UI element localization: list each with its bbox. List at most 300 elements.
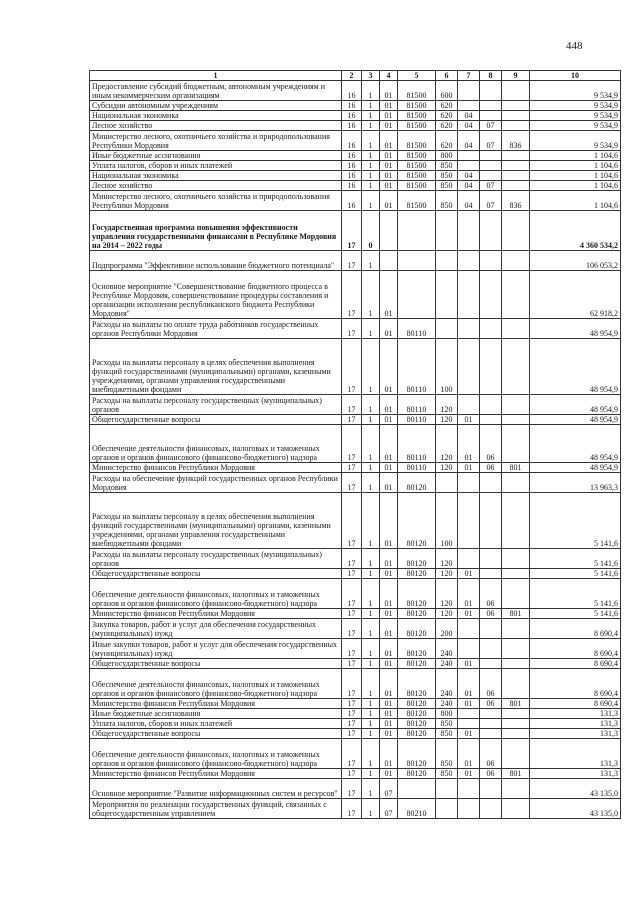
cell-code-8: 07 — [480, 121, 502, 131]
table-row — [90, 769, 621, 779]
cell-code-6: 800 — [436, 709, 458, 719]
cell-code-8: 07 — [480, 181, 502, 191]
cell-code-4: 01 — [380, 639, 398, 659]
cell-code-5: 80120 — [398, 739, 436, 769]
cell-code-4: 01 — [380, 101, 398, 111]
cell-code-4: 01 — [380, 81, 398, 101]
cell-code-8 — [480, 171, 502, 181]
cell-code-7: 01 — [458, 415, 480, 425]
cell-code-9 — [502, 211, 530, 251]
cell-code-6: 240 — [436, 639, 458, 659]
cell-code-7: 01 — [458, 669, 480, 699]
cell-code-3: 1 — [362, 251, 380, 271]
cell-code-8: 06 — [480, 669, 502, 699]
cell-code-7: 01 — [458, 729, 480, 739]
cell-code-5: 81500 — [398, 81, 436, 101]
cell-code-3: 1 — [362, 549, 380, 569]
table-row — [90, 609, 621, 619]
cell-code-7: 01 — [458, 569, 480, 579]
table-row — [90, 425, 621, 463]
cell-code-3: 1 — [362, 709, 380, 719]
cell-code-9 — [502, 319, 530, 339]
cell-code-5: 81500 — [398, 111, 436, 121]
cell-code-5 — [398, 251, 436, 271]
cell-code-5: 81500 — [398, 151, 436, 161]
row-description: Мероприятия по реализации государственных функций, связанных с общегосударственным управлением — [90, 799, 342, 819]
cell-code-9 — [502, 569, 530, 579]
cell-code-4: 01 — [380, 425, 398, 463]
cell-code-8 — [480, 319, 502, 339]
cell-code-5: 80120 — [398, 549, 436, 569]
cell-amount: 48 954,9 — [530, 415, 621, 425]
cell-code-2: 17 — [342, 463, 362, 473]
cell-code-9: 801 — [502, 769, 530, 779]
cell-code-4: 01 — [380, 709, 398, 719]
row-description: Уплата налогов, сборов и иных платежей — [90, 161, 342, 171]
table-row — [90, 463, 621, 473]
cell-code-2: 17 — [342, 579, 362, 609]
cell-code-4: 01 — [380, 171, 398, 181]
cell-code-9: 836 — [502, 191, 530, 211]
cell-code-6 — [436, 779, 458, 799]
cell-code-7 — [458, 101, 480, 111]
cell-code-7: 04 — [458, 191, 480, 211]
cell-code-7 — [458, 719, 480, 729]
cell-code-7 — [458, 709, 480, 719]
cell-code-8: 06 — [480, 609, 502, 619]
cell-code-5: 80120 — [398, 639, 436, 659]
cell-code-5: 80120 — [398, 609, 436, 619]
row-description: Общегосударственные вопросы — [90, 729, 342, 739]
cell-code-6: 120 — [436, 609, 458, 619]
row-description: Министерство лесного, охотничьего хозяйства и природопользования Республики Мордовия — [90, 191, 342, 211]
cell-code-3: 1 — [362, 131, 380, 151]
cell-code-9 — [502, 549, 530, 569]
cell-code-5: 80120 — [398, 709, 436, 719]
table-row — [90, 619, 621, 639]
cell-code-9 — [502, 425, 530, 463]
cell-code-5: 80110 — [398, 339, 436, 395]
cell-code-5: 80120 — [398, 473, 436, 493]
cell-code-2: 17 — [342, 699, 362, 709]
cell-code-9: 801 — [502, 463, 530, 473]
cell-code-4: 01 — [380, 415, 398, 425]
cell-code-5: 80120 — [398, 569, 436, 579]
cell-code-4: 01 — [380, 395, 398, 415]
cell-code-7: 04 — [458, 181, 480, 191]
cell-code-2: 17 — [342, 609, 362, 619]
cell-code-3: 0 — [362, 211, 380, 251]
cell-code-5: 80120 — [398, 659, 436, 669]
cell-amount: 9 534,9 — [530, 81, 621, 101]
row-description: Обеспечение деятельности финансовых, налоговых и таможенных органов и органов финансового (финансово-бюджетного) надзора — [90, 669, 342, 699]
cell-code-7 — [458, 211, 480, 251]
table-row — [90, 81, 621, 101]
cell-code-9 — [502, 719, 530, 729]
cell-code-4 — [380, 211, 398, 251]
cell-code-2: 17 — [342, 659, 362, 669]
cell-code-8 — [480, 659, 502, 669]
table-row — [90, 191, 621, 211]
cell-code-6: 800 — [436, 151, 458, 161]
cell-amount: 5 141,6 — [530, 569, 621, 579]
table-header-row — [90, 71, 621, 81]
cell-code-2: 17 — [342, 339, 362, 395]
cell-code-2: 16 — [342, 181, 362, 191]
table-row — [90, 729, 621, 739]
cell-code-3: 1 — [362, 779, 380, 799]
cell-code-3: 1 — [362, 739, 380, 769]
cell-amount: 48 954,9 — [530, 395, 621, 415]
cell-code-5: 81500 — [398, 101, 436, 111]
cell-amount: 1 104,6 — [530, 181, 621, 191]
cell-code-6: 850 — [436, 719, 458, 729]
cell-code-4: 01 — [380, 549, 398, 569]
cell-code-9 — [502, 161, 530, 171]
cell-code-2: 16 — [342, 191, 362, 211]
cell-code-6: 620 — [436, 131, 458, 151]
cell-code-8 — [480, 709, 502, 719]
cell-code-7 — [458, 339, 480, 395]
table-row — [90, 659, 621, 669]
cell-code-4: 01 — [380, 609, 398, 619]
cell-code-4: 01 — [380, 619, 398, 639]
cell-code-3: 1 — [362, 171, 380, 181]
cell-amount: 48 954,9 — [530, 339, 621, 395]
table-row — [90, 319, 621, 339]
cell-code-8 — [480, 251, 502, 271]
cell-code-4: 01 — [380, 699, 398, 709]
cell-amount: 131,3 — [530, 709, 621, 719]
row-description: Расходы на выплаты персоналу государственных (муниципальных) органов — [90, 395, 342, 415]
cell-code-7: 04 — [458, 121, 480, 131]
cell-code-7: 01 — [458, 609, 480, 619]
cell-code-3: 1 — [362, 415, 380, 425]
row-description: Обеспечение деятельности финансовых, налоговых и таможенных органов и органов финансового (финансово-бюджетного) надзора — [90, 425, 342, 463]
cell-code-2: 17 — [342, 415, 362, 425]
table-row — [90, 211, 621, 251]
cell-code-2: 16 — [342, 81, 362, 101]
cell-code-3: 1 — [362, 699, 380, 709]
cell-code-4: 07 — [380, 779, 398, 799]
cell-code-9 — [502, 779, 530, 799]
cell-code-2: 17 — [342, 799, 362, 819]
cell-code-6: 850 — [436, 171, 458, 181]
cell-code-4: 01 — [380, 569, 398, 579]
cell-code-3: 1 — [362, 319, 380, 339]
cell-code-8 — [480, 339, 502, 395]
cell-code-6: 850 — [436, 729, 458, 739]
column-header: 1 — [90, 71, 342, 81]
cell-code-9 — [502, 251, 530, 271]
cell-code-9 — [502, 659, 530, 669]
cell-code-7 — [458, 639, 480, 659]
cell-code-8: 07 — [480, 191, 502, 211]
cell-code-9 — [502, 709, 530, 719]
table-row — [90, 799, 621, 819]
cell-code-8 — [480, 569, 502, 579]
cell-code-7 — [458, 81, 480, 101]
cell-code-3: 1 — [362, 619, 380, 639]
cell-code-7: 01 — [458, 425, 480, 463]
cell-code-9 — [502, 579, 530, 609]
cell-code-2: 16 — [342, 151, 362, 161]
cell-code-6 — [436, 271, 458, 319]
cell-code-6: 620 — [436, 101, 458, 111]
cell-code-2: 17 — [342, 251, 362, 271]
cell-code-5: 80120 — [398, 699, 436, 709]
table-row — [90, 131, 621, 151]
cell-code-2: 16 — [342, 101, 362, 111]
cell-code-9 — [502, 81, 530, 101]
cell-code-9 — [502, 121, 530, 131]
row-description: Обеспечение деятельности финансовых, налоговых и таможенных органов и органов финансового (финансово-бюджетного) надзора — [90, 739, 342, 769]
cell-code-8 — [480, 395, 502, 415]
cell-code-7 — [458, 779, 480, 799]
cell-code-2: 17 — [342, 319, 362, 339]
cell-amount: 9 534,9 — [530, 121, 621, 131]
cell-code-9 — [502, 111, 530, 121]
row-description: Основное мероприятие "Развитие информационных систем и ресурсов" — [90, 779, 342, 799]
cell-code-7 — [458, 271, 480, 319]
cell-code-4: 01 — [380, 161, 398, 171]
cell-code-8 — [480, 111, 502, 121]
row-description: Обеспечение деятельности финансовых, налоговых и таможенных органов и органов финансового (финансово-бюджетного) надзора — [90, 579, 342, 609]
cell-code-2: 17 — [342, 639, 362, 659]
column-header: 5 — [398, 71, 436, 81]
cell-code-6: 120 — [436, 579, 458, 609]
cell-amount: 8 690,4 — [530, 699, 621, 709]
cell-code-5: 80110 — [398, 415, 436, 425]
table-row — [90, 779, 621, 799]
cell-code-3: 1 — [362, 463, 380, 473]
cell-code-9: 836 — [502, 131, 530, 151]
cell-code-9 — [502, 739, 530, 769]
cell-code-2: 17 — [342, 271, 362, 319]
cell-code-3: 1 — [362, 191, 380, 211]
cell-code-2: 16 — [342, 131, 362, 151]
cell-code-5: 81500 — [398, 171, 436, 181]
cell-code-4: 01 — [380, 729, 398, 739]
cell-code-4: 01 — [380, 121, 398, 131]
cell-code-7: 04 — [458, 171, 480, 181]
cell-code-5: 81500 — [398, 161, 436, 171]
cell-code-2: 17 — [342, 619, 362, 639]
cell-code-9 — [502, 669, 530, 699]
cell-code-2: 17 — [342, 779, 362, 799]
cell-amount: 8 690,4 — [530, 659, 621, 669]
cell-code-7 — [458, 251, 480, 271]
cell-code-7: 01 — [458, 579, 480, 609]
cell-code-8: 06 — [480, 463, 502, 473]
cell-code-8 — [480, 549, 502, 569]
table-row — [90, 669, 621, 699]
cell-amount: 131,3 — [530, 739, 621, 769]
cell-code-6 — [436, 799, 458, 819]
cell-code-6: 620 — [436, 111, 458, 121]
row-description: Расходы на выплаты по оплате труда работников государственных органов Республики Мордовия — [90, 319, 342, 339]
cell-amount: 62 918,2 — [530, 271, 621, 319]
cell-code-5 — [398, 271, 436, 319]
table-row — [90, 473, 621, 493]
table-row — [90, 339, 621, 395]
table-row — [90, 739, 621, 769]
cell-code-4: 01 — [380, 151, 398, 161]
cell-amount: 1 104,6 — [530, 151, 621, 161]
row-description: Лесное хозяйство — [90, 121, 342, 131]
cell-code-3: 1 — [362, 799, 380, 819]
cell-code-7: 01 — [458, 769, 480, 779]
cell-code-3: 1 — [362, 339, 380, 395]
cell-code-5: 80120 — [398, 729, 436, 739]
cell-code-6 — [436, 473, 458, 493]
cell-code-4: 01 — [380, 769, 398, 779]
cell-code-4: 01 — [380, 739, 398, 769]
cell-code-4: 01 — [380, 181, 398, 191]
cell-code-3: 1 — [362, 669, 380, 699]
cell-code-6 — [436, 319, 458, 339]
cell-code-2: 17 — [342, 769, 362, 779]
row-description: Предоставление субсидий бюджетным, автономным учреждениям и иным некоммерческим организациям — [90, 81, 342, 101]
row-description: Министерство финансов Республики Мордовия — [90, 699, 342, 709]
cell-code-8 — [480, 81, 502, 101]
cell-amount: 1 104,6 — [530, 161, 621, 171]
cell-code-3: 1 — [362, 579, 380, 609]
table-body — [90, 81, 621, 819]
cell-code-9 — [502, 151, 530, 161]
row-description: Закупка товаров, работ и услуг для обеспечения государственных (муниципальных) нужд — [90, 619, 342, 639]
cell-code-4: 01 — [380, 659, 398, 669]
row-description: Подпрограмма "Эффективное использование бюджетного потенциала" — [90, 251, 342, 271]
cell-code-6: 240 — [436, 659, 458, 669]
cell-code-3: 1 — [362, 609, 380, 619]
cell-code-7: 01 — [458, 739, 480, 769]
column-header: 10 — [530, 71, 621, 81]
cell-code-4: 01 — [380, 131, 398, 151]
cell-code-5: 80110 — [398, 395, 436, 415]
cell-code-5: 80110 — [398, 319, 436, 339]
table-row — [90, 271, 621, 319]
cell-code-3: 1 — [362, 425, 380, 463]
cell-code-3: 1 — [362, 111, 380, 121]
cell-amount: 131,3 — [530, 719, 621, 729]
row-description: Государственная программа повышения эффективности управления государственными финансами в Республике Мордовия на 2014 – 2022 годы — [90, 211, 342, 251]
cell-code-8 — [480, 493, 502, 549]
cell-code-6: 200 — [436, 619, 458, 639]
cell-code-4: 01 — [380, 473, 398, 493]
row-description: Общегосударственные вопросы — [90, 569, 342, 579]
cell-code-8 — [480, 639, 502, 659]
cell-code-9 — [502, 619, 530, 639]
cell-code-9 — [502, 339, 530, 395]
cell-code-8: 06 — [480, 769, 502, 779]
cell-code-8 — [480, 719, 502, 729]
row-description: Лесное хозяйство — [90, 181, 342, 191]
cell-amount: 48 954,9 — [530, 463, 621, 473]
cell-code-9 — [502, 395, 530, 415]
cell-code-2: 17 — [342, 425, 362, 463]
table-row — [90, 699, 621, 709]
cell-code-7 — [458, 151, 480, 161]
cell-code-5: 81500 — [398, 121, 436, 131]
cell-amount: 131,3 — [530, 729, 621, 739]
cell-code-2: 16 — [342, 161, 362, 171]
cell-amount: 43 135,0 — [530, 779, 621, 799]
cell-amount: 13 963,3 — [530, 473, 621, 493]
cell-code-8 — [480, 271, 502, 319]
cell-code-4: 01 — [380, 719, 398, 729]
cell-code-7: 01 — [458, 659, 480, 669]
cell-amount: 8 690,4 — [530, 669, 621, 699]
cell-code-4: 01 — [380, 111, 398, 121]
cell-code-6: 850 — [436, 161, 458, 171]
table-row — [90, 181, 621, 191]
cell-code-9 — [502, 639, 530, 659]
cell-code-2: 17 — [342, 669, 362, 699]
table-row — [90, 101, 621, 111]
cell-code-7: 04 — [458, 111, 480, 121]
cell-code-8: 06 — [480, 425, 502, 463]
cell-code-4: 01 — [380, 271, 398, 319]
cell-code-3: 1 — [362, 569, 380, 579]
table-row — [90, 709, 621, 719]
cell-code-8 — [480, 415, 502, 425]
cell-amount: 8 690,4 — [530, 639, 621, 659]
table-row — [90, 549, 621, 569]
cell-code-8: 07 — [480, 131, 502, 151]
cell-amount: 1 104,6 — [530, 191, 621, 211]
row-description: Иные бюджетные ассигнования — [90, 709, 342, 719]
cell-code-7 — [458, 799, 480, 819]
cell-code-9 — [502, 493, 530, 549]
table-row — [90, 579, 621, 609]
budget-table — [89, 70, 621, 819]
cell-code-5: 80120 — [398, 619, 436, 639]
cell-code-9 — [502, 473, 530, 493]
cell-code-3: 1 — [362, 395, 380, 415]
cell-code-6: 240 — [436, 669, 458, 699]
table-row — [90, 639, 621, 659]
cell-code-7: 04 — [458, 131, 480, 151]
cell-code-2: 17 — [342, 549, 362, 569]
cell-code-8 — [480, 799, 502, 819]
table-row — [90, 719, 621, 729]
table-row — [90, 569, 621, 579]
column-header: 3 — [362, 71, 380, 81]
cell-code-6: 620 — [436, 121, 458, 131]
cell-code-3: 1 — [362, 181, 380, 191]
cell-code-8 — [480, 779, 502, 799]
cell-code-6: 120 — [436, 549, 458, 569]
cell-code-5: 81500 — [398, 191, 436, 211]
cell-code-9 — [502, 271, 530, 319]
cell-code-6: 850 — [436, 739, 458, 769]
cell-code-3: 1 — [362, 121, 380, 131]
cell-code-9 — [502, 101, 530, 111]
row-description: Субсидии автономным учреждениям — [90, 101, 342, 111]
cell-amount: 9 534,9 — [530, 111, 621, 121]
cell-code-5: 80110 — [398, 425, 436, 463]
cell-amount: 48 954,9 — [530, 425, 621, 463]
cell-code-6 — [436, 211, 458, 251]
cell-code-4: 01 — [380, 339, 398, 395]
cell-code-2: 17 — [342, 395, 362, 415]
cell-code-3: 1 — [362, 473, 380, 493]
cell-code-6: 120 — [436, 425, 458, 463]
cell-amount: 8 690,4 — [530, 619, 621, 639]
row-description: Национальная экономика — [90, 171, 342, 181]
cell-code-2: 17 — [342, 729, 362, 739]
